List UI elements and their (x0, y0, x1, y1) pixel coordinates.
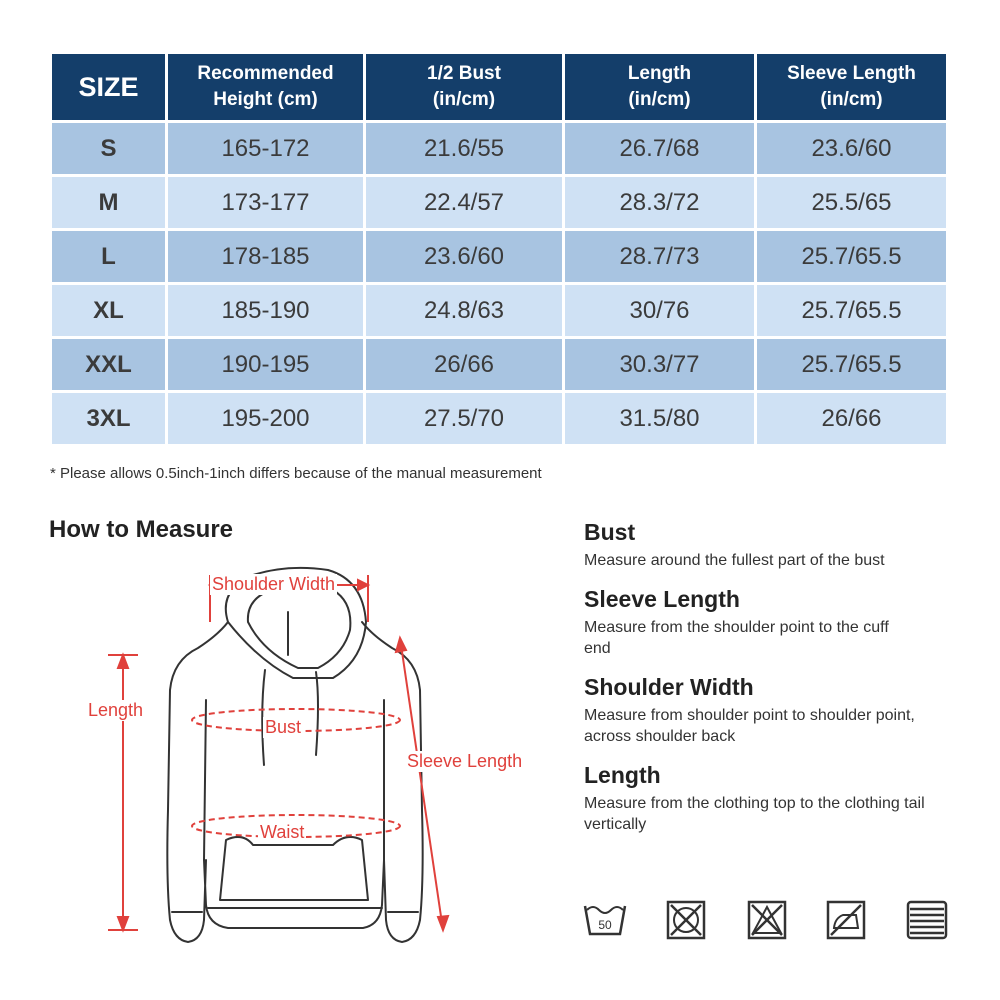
wash-temp-text: 50 (598, 918, 612, 932)
sleeve-cell: 25.7/65.5 (757, 285, 946, 336)
sleeve-cell: 25.5/65 (757, 177, 946, 228)
bust-label: Bust (265, 717, 302, 737)
definition-title: Shoulder Width (584, 674, 754, 700)
length-label: Length (88, 700, 144, 720)
table-row (52, 177, 946, 228)
definition-shoulder-width (584, 673, 984, 747)
definition-length (584, 761, 984, 835)
sleeve-cell: 25.7/65.5 (757, 339, 946, 390)
length-cell: 30/76 (565, 285, 754, 336)
bust-cell: 26/66 (366, 339, 562, 390)
sleeve-length-label: Sleeve Length (407, 751, 523, 771)
header-length: Length (in/cm) (565, 54, 754, 120)
length-cell: 28.3/72 (565, 177, 754, 228)
header-sleeve-length: Sleeve Length (in/cm) (757, 54, 946, 120)
height-cell: 195-200 (168, 393, 363, 444)
sleeve-cell: 25.7/65.5 (757, 231, 946, 282)
hoodie-diagram (78, 560, 548, 960)
length-cell: 28.7/73 (565, 231, 754, 282)
size-cell: L (52, 231, 165, 282)
size-chart-table (49, 51, 949, 447)
care-icons (582, 900, 952, 946)
no-iron-icon (826, 900, 866, 940)
height-cell: 165-172 (168, 123, 363, 174)
length-cell: 30.3/77 (565, 339, 754, 390)
height-cell: 185-190 (168, 285, 363, 336)
size-cell: 3XL (52, 393, 165, 444)
measurement-note: * Please allows 0.5inch-1inch differs because of the manual measurement (50, 465, 542, 482)
header-recommended-height: Recommended Height (cm) (168, 54, 363, 120)
definition-bust (584, 518, 984, 571)
definition-title: Sleeve Length (584, 586, 740, 612)
sleeve-cell: 23.6/60 (757, 123, 946, 174)
definition-text: Measure from the shoulder point to the cuff end (584, 619, 889, 657)
size-cell: XL (52, 285, 165, 336)
table-row (52, 393, 946, 444)
how-to-measure-title: How to Measure (49, 516, 234, 543)
header-size: SIZE (52, 54, 165, 120)
definition-text: Measure from shoulder point to shoulder point, across shoulder back (584, 707, 915, 745)
height-cell: 178-185 (168, 231, 363, 282)
height-cell: 190-195 (168, 339, 363, 390)
shoulder-width-label: Shoulder Width (212, 574, 336, 594)
definition-title: Bust (584, 519, 636, 545)
bust-cell: 24.8/63 (366, 285, 562, 336)
bust-cell: 22.4/57 (366, 177, 562, 228)
size-cell: M (52, 177, 165, 228)
table-row (52, 231, 946, 282)
bust-cell: 27.5/70 (366, 393, 562, 444)
definition-title: Length (584, 762, 661, 788)
length-cell: 26.7/68 (565, 123, 754, 174)
size-cell: XXL (52, 339, 165, 390)
table-row (52, 285, 946, 336)
wash-50-icon (582, 900, 628, 940)
header-half-bust: 1/2 Bust (in/cm) (366, 54, 562, 120)
table-row (52, 339, 946, 390)
bust-cell: 23.6/60 (366, 231, 562, 282)
bust-cell: 21.6/55 (366, 123, 562, 174)
size-cell: S (52, 123, 165, 174)
waist-label: Waist (260, 822, 305, 842)
table-row (52, 123, 946, 174)
sleeve-cell: 26/66 (757, 393, 946, 444)
definition-sleeve-length (584, 585, 984, 659)
length-cell: 31.5/80 (565, 393, 754, 444)
no-tumble-dry-icon (666, 900, 706, 940)
dry-flat-icon (906, 900, 948, 940)
table-header-row (52, 54, 946, 120)
definition-text: Measure from the clothing top to the clothing tail vertically (584, 795, 925, 833)
measurement-definitions (584, 518, 984, 849)
definition-text: Measure around the fullest part of the bust (584, 552, 885, 569)
no-bleach-icon (747, 900, 787, 940)
height-cell: 173-177 (168, 177, 363, 228)
